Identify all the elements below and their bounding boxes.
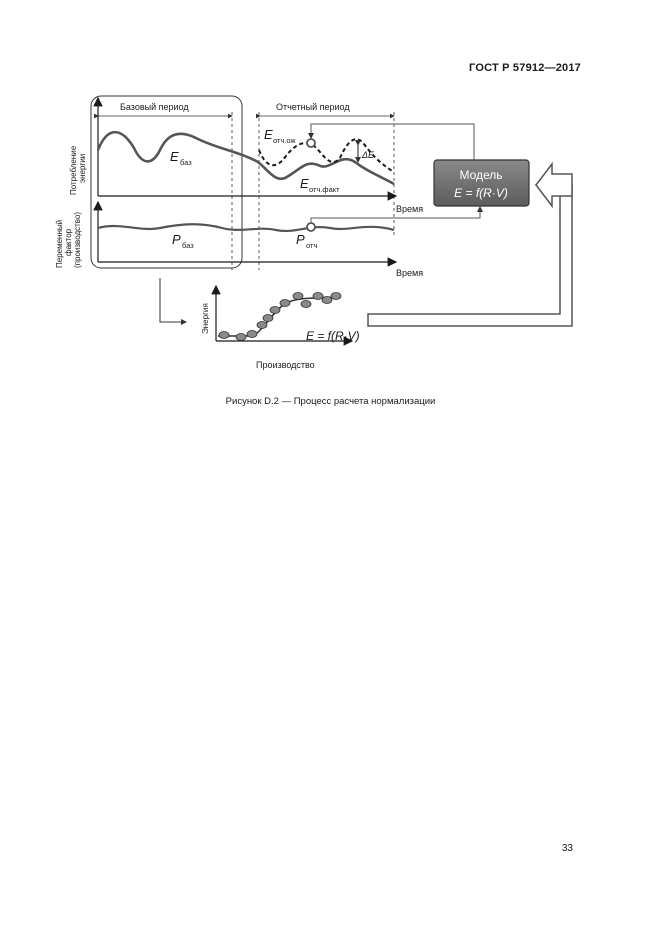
- figure-caption: Рисунок D.2 — Процесс расчета нормализации: [225, 396, 436, 407]
- p-report-label: P: [296, 232, 305, 247]
- svg-text:энергии: энергии: [78, 153, 87, 183]
- factor-curve: [98, 224, 394, 231]
- e-expected-sub: отч.ож: [273, 136, 296, 145]
- factor-axis-label: [55, 212, 82, 268]
- report-period-label: Отчетный период: [276, 102, 350, 112]
- document-standard-code: ГОСТ Р 57912—2017: [469, 62, 581, 74]
- model-output-connector: [311, 124, 474, 160]
- time-label-bottom: Время: [396, 268, 424, 278]
- expected-point: [307, 139, 315, 147]
- svg-text:Потребление: Потребление: [69, 145, 78, 195]
- delta-e-label: ΔE: [362, 150, 375, 160]
- e-expected-label: E: [264, 127, 273, 142]
- p-base-sub: баз: [182, 241, 194, 250]
- e-base-label: E: [170, 149, 179, 164]
- model-formula: E = f(R·V): [454, 186, 508, 200]
- e-actual-sub: отч.факт: [309, 185, 340, 194]
- scatter-ylabel-group: [201, 303, 210, 334]
- base-period-frame: [91, 96, 242, 268]
- p-report-sub: отч: [306, 241, 318, 250]
- svg-text:Переменный: Переменный: [55, 219, 64, 268]
- normalization-figure: [0, 0, 661, 400]
- p-base-label: P: [172, 232, 181, 247]
- page-number: 33: [561, 843, 573, 854]
- energy-axis-label: [69, 145, 87, 195]
- svg-text:(производство): (производство): [73, 211, 82, 268]
- e-actual-label: E: [300, 176, 309, 191]
- base-to-scatter-arrow: [160, 278, 186, 322]
- scatter-ylabel: Энергия: [201, 303, 210, 334]
- scatter-formula: E = f(R·V): [306, 329, 360, 343]
- svg-text:фактор: фактор: [64, 228, 73, 256]
- report-factor-point: [307, 223, 315, 231]
- energy-curve: [98, 132, 394, 184]
- base-period-label: Базовый период: [120, 102, 189, 112]
- scatter-xlabel: Производство: [256, 360, 315, 370]
- model-box: [434, 160, 529, 206]
- e-base-sub: баз: [180, 158, 192, 167]
- model-title: Модель: [459, 168, 503, 182]
- time-label-top: Время: [396, 204, 424, 214]
